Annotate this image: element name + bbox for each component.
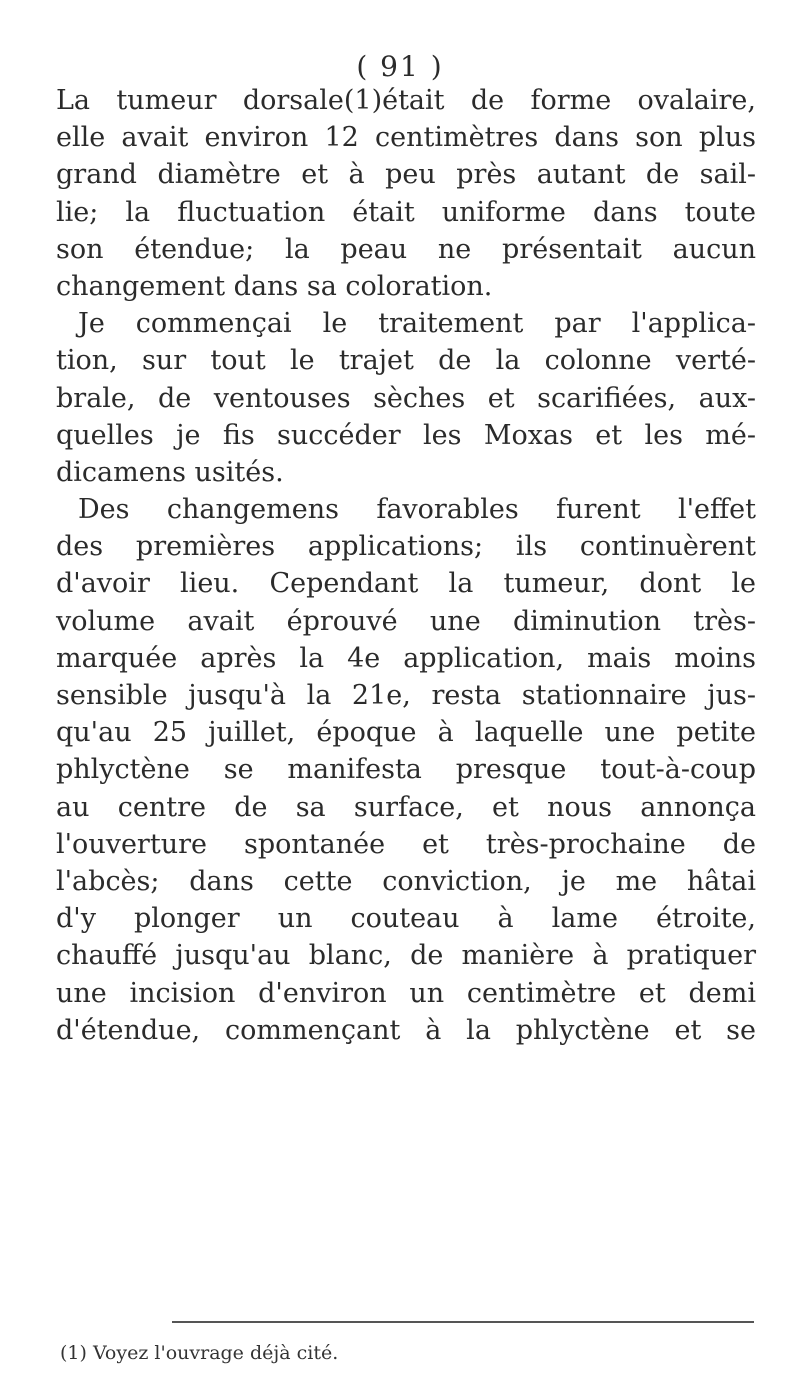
text-line: d'étendue, commençant à la phlyctène et se xyxy=(56,1014,756,1046)
text-line: tion, sur tout le trajet de la colonne verté- xyxy=(56,345,756,377)
text-line: quelles je fis succéder les Moxas et les mé- xyxy=(56,419,756,451)
text-line: Des changemens favorables furent l'effet xyxy=(78,494,756,526)
text-line: elle avait environ 12 centimètres dans son plus xyxy=(56,122,756,154)
text-line: son étendue; la peau ne présentait aucun xyxy=(56,233,756,265)
text-line: brale, de ventouses sèches et scarifiées, aux- xyxy=(56,382,756,414)
text-line: Je commençai le traitement par l'applica- xyxy=(78,308,756,340)
text-line: lie; la fluctuation était uniforme dans toute xyxy=(56,196,756,228)
text-line: sensible jusqu'à la 21e, resta stationnaire jus- xyxy=(56,680,756,711)
text-line: au centre de sa surface, et nous annonça xyxy=(56,791,756,823)
text-line: La tumeur dorsale(1)était de forme ovalaire, xyxy=(56,85,756,116)
text-line: marquée après la 4e application, mais moins xyxy=(56,642,756,674)
text-line: d'y plonger un couteau à lame étroite, xyxy=(56,903,756,935)
body-text xyxy=(56,82,756,1049)
text-line: d'avoir lieu. Cependant la tumeur, dont le xyxy=(56,568,756,600)
text-line: des premières applications; ils continuèrent xyxy=(56,531,756,563)
page-number: ( 91 ) xyxy=(356,50,444,83)
text-line: dicamens usités. xyxy=(56,456,284,488)
text-line: une incision d'environ un centimètre et demi xyxy=(56,977,756,1009)
text-line: chauffé jusqu'au blanc, de manière à pratiquer xyxy=(56,940,756,972)
text-line: l'abcès; dans cette conviction, je me hâtai xyxy=(56,865,756,897)
footnote: (1) Voyez l'ouvrage déjà cité. xyxy=(60,1342,339,1364)
text-line: phlyctène se manifesta presque tout-à-coup xyxy=(56,754,756,786)
text-line: changement dans sa coloration. xyxy=(56,270,493,302)
footnote-divider xyxy=(172,1321,754,1323)
text-line: qu'au 25 juillet, époque à laquelle une petite xyxy=(56,717,756,749)
text-line: l'ouverture spontanée et très-prochaine de xyxy=(56,828,756,860)
text-line: grand diamètre et à peu près autant de sail- xyxy=(56,159,756,191)
text-line: volume avait éprouvé une diminution très- xyxy=(56,605,756,637)
